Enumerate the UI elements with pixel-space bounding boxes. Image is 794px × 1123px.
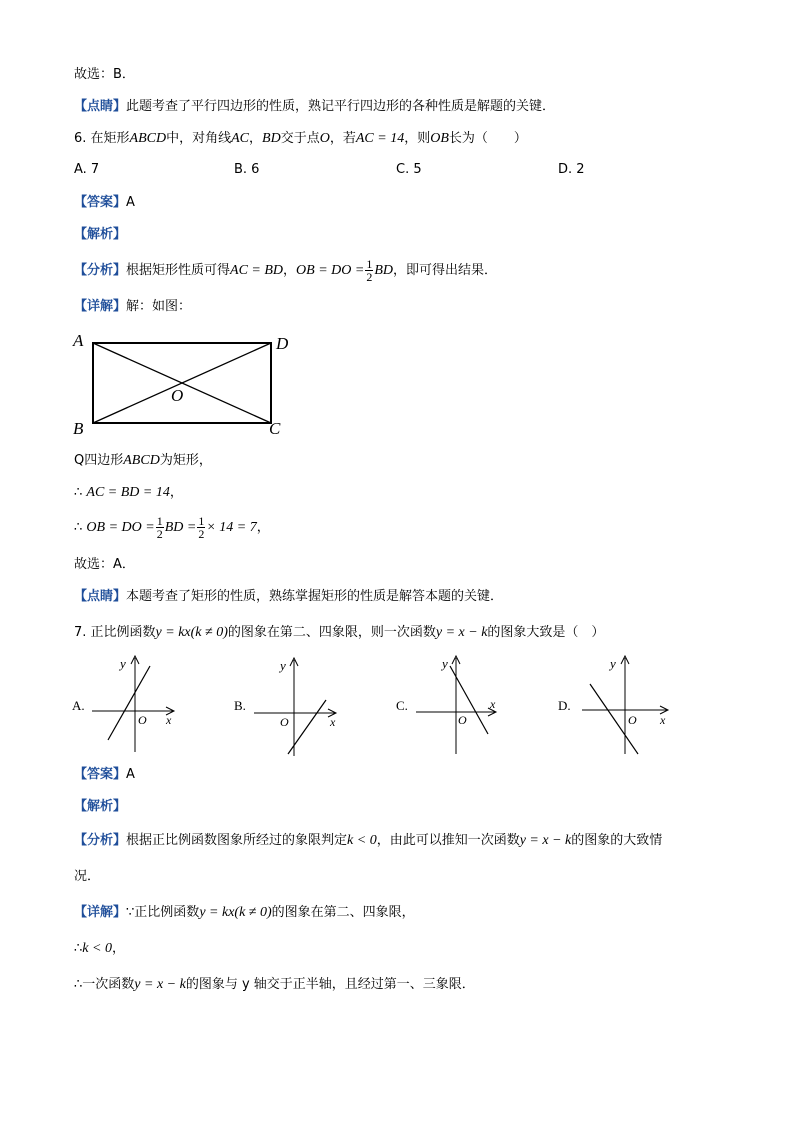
step1-end: 为矩形， <box>159 453 212 468</box>
answer-tag: 【答案】 <box>74 767 127 782</box>
xj7-k-end: ， <box>111 941 125 956</box>
because-symbol: Q <box>74 453 85 468</box>
step1-text: 四边形 <box>84 453 124 468</box>
xiangjie-tag: 【详解】 <box>74 299 127 314</box>
xj7-k: k < 0 <box>82 941 112 956</box>
xiangjie-line <box>74 298 191 316</box>
fraction-half <box>156 515 164 540</box>
fenxi-eq3: BD <box>374 263 393 278</box>
step1-abcd: ABCD <box>123 453 160 468</box>
graph-line <box>108 666 150 740</box>
rectangle-figure <box>70 330 300 440</box>
fenxi-tag: 【分析】 <box>74 833 127 848</box>
because-symbol: ∵ <box>126 905 135 920</box>
fenxi-eq1: AC = BD <box>230 263 284 278</box>
answer-tag: 【答案】 <box>74 195 127 210</box>
jiexi-line-7 <box>74 798 126 816</box>
fenxi-tag: 【分析】 <box>74 263 127 278</box>
fenxi-line-7 <box>74 832 662 850</box>
dianjing-line <box>74 98 555 116</box>
xj7-f2: y = x − k <box>134 977 186 992</box>
fenxi-line-7-cont <box>74 868 100 886</box>
q6-cond: AC = 14 <box>355 131 405 146</box>
xiangjie-line-7 <box>74 904 415 922</box>
dianjing-tag: 【点睛】 <box>74 99 127 114</box>
option-a: A. 7 <box>74 162 100 177</box>
question-7 <box>74 624 604 642</box>
dianjing-line-6 <box>74 588 503 606</box>
origin-label: O <box>628 713 637 727</box>
xj7-a: 正比例函数 <box>134 905 200 920</box>
fenxi7-k: k < 0 <box>347 833 377 848</box>
xiangjie-7-step3 <box>74 976 475 994</box>
q6-bd: BD <box>262 131 281 146</box>
jiexi-tag: 【解析】 <box>74 799 127 814</box>
frac-den: 2 <box>156 527 163 541</box>
q6-ac: AC <box>231 131 250 146</box>
frac-num: 1 <box>198 514 205 528</box>
q6-sep: ， <box>249 131 263 146</box>
therefore-symbol: ∴ <box>74 485 83 500</box>
y-label: y <box>280 658 286 673</box>
label-d: D <box>276 334 289 353</box>
xiangjie-text: 解：如图： <box>126 299 192 314</box>
x-label: x <box>660 713 666 727</box>
fenxi-eq2: OB = DO = <box>296 263 365 278</box>
option-b: B. 6 <box>234 162 260 177</box>
graph-d <box>582 656 668 754</box>
therefore-symbol: ∴ <box>74 941 83 956</box>
frac-num: 1 <box>156 514 163 528</box>
q6-abcd: ABCD <box>129 131 167 146</box>
frac-den: 2 <box>198 527 205 541</box>
q7-end: 的图象大致是（ ） <box>487 625 605 640</box>
fenxi-text-a: 根据矩形性质可得 <box>126 263 231 278</box>
q6-mid2: 交于点 <box>280 131 320 146</box>
xj7-b: 的图象在第二、四象限， <box>271 905 415 920</box>
fenxi7-a: 根据正比例函数图象所经过的象限判定 <box>126 833 348 848</box>
answer-line <box>74 194 135 212</box>
option-c: C. 5 <box>396 162 422 177</box>
y-label: y <box>120 656 126 671</box>
therefore-symbol: ∴ <box>74 520 83 535</box>
label-b: B <box>73 419 84 438</box>
y-label: y <box>610 656 616 671</box>
graph-a-label: A. <box>72 698 85 713</box>
fenxi7-b: ，由此可以推知一次函数 <box>376 833 520 848</box>
step3-eq2: BD = <box>164 520 197 535</box>
fraction-half <box>365 258 373 283</box>
step-3 <box>74 514 270 542</box>
answer-line-7 <box>74 766 135 784</box>
jiexi-tag: 【解析】 <box>74 227 127 242</box>
q7-f1: y = kx(k ≠ 0) <box>155 625 228 640</box>
fenxi7-f: y = x − k <box>519 833 572 848</box>
fenxi-text-b: ， <box>283 263 297 278</box>
q6-mid1: 中，对角线 <box>166 131 232 146</box>
fraction-half <box>197 515 205 540</box>
q7-pre: 7. 正比例函数 <box>74 625 156 640</box>
xj7-f: y = kx(k ≠ 0) <box>199 905 272 920</box>
q6-mid3: ，若 <box>329 131 356 146</box>
answer-value: A <box>126 195 135 210</box>
q6-o: O <box>319 131 330 146</box>
xiangjie-tag: 【详解】 <box>74 905 127 920</box>
graph-b-label: B. <box>234 698 246 713</box>
frac-num: 1 <box>366 257 373 271</box>
x-label: x <box>166 713 172 727</box>
xj7-d: 的图象与 y 轴交于正半轴，且经过第一、三象限． <box>185 977 475 992</box>
q6-mid4: ，则 <box>404 131 431 146</box>
fenxi-text-c: ，即可得出结果． <box>393 263 498 278</box>
q7-mid: 的图象在第二、四象限，则一次函数 <box>227 625 436 640</box>
q6-pre: 6. 在矩形 <box>74 131 130 146</box>
x-label: x <box>330 715 336 729</box>
q6-end: 长为（ ） <box>448 131 527 146</box>
graph-d-label: D. <box>558 698 571 713</box>
fenxi-line <box>74 258 497 283</box>
step2-end: ， <box>169 485 183 500</box>
label-o: O <box>171 386 184 405</box>
origin-label: O <box>458 713 467 727</box>
jiexi-line <box>74 226 126 244</box>
fenxi7-d: 况． <box>74 869 101 884</box>
step3-end: ， <box>256 520 270 535</box>
step3-eq1: OB = DO = <box>86 520 155 535</box>
dianjing-text: 此题考查了平行四边形的性质，熟记平行四边形的各种性质是解题的关键． <box>126 99 556 114</box>
q6-ob: OB <box>430 131 449 146</box>
fenxi7-c: 的图象的大致情 <box>571 833 663 848</box>
frac-den: 2 <box>366 270 373 284</box>
option-d: D. 2 <box>558 162 585 177</box>
graph-c <box>416 656 496 754</box>
answer-value: A <box>126 767 135 782</box>
x-label: x <box>490 697 496 711</box>
step3-eq3: × 14 = 7 <box>206 520 257 535</box>
graph-options <box>70 652 730 762</box>
label-a: A <box>73 331 84 350</box>
step2-eq: AC = BD = 14 <box>86 485 170 500</box>
graph-b <box>254 658 336 756</box>
step-1 <box>74 452 212 470</box>
guxuan-text: 故选：A． <box>74 557 135 572</box>
graph-c-label: C. <box>396 698 408 713</box>
step-2 <box>74 484 183 502</box>
dianjing-tag: 【点睛】 <box>74 589 127 604</box>
therefore-symbol: ∴ <box>74 977 83 992</box>
y-label: y <box>442 656 448 671</box>
answer-choice-line <box>74 66 135 84</box>
label-c: C <box>269 419 281 438</box>
question-6 <box>74 130 527 148</box>
guxuan-line <box>74 556 135 574</box>
graph-a <box>92 656 174 752</box>
text: 故选：B． <box>74 67 135 82</box>
dianjing-text: 本题考查了矩形的性质，熟练掌握矩形的性质是解答本题的关键． <box>126 589 504 604</box>
xiangjie-7-step2 <box>74 940 125 958</box>
xj7-c: 一次函数 <box>82 977 135 992</box>
origin-label: O <box>138 713 147 727</box>
q7-f2: y = x − k <box>435 625 488 640</box>
origin-label: O <box>280 715 289 729</box>
